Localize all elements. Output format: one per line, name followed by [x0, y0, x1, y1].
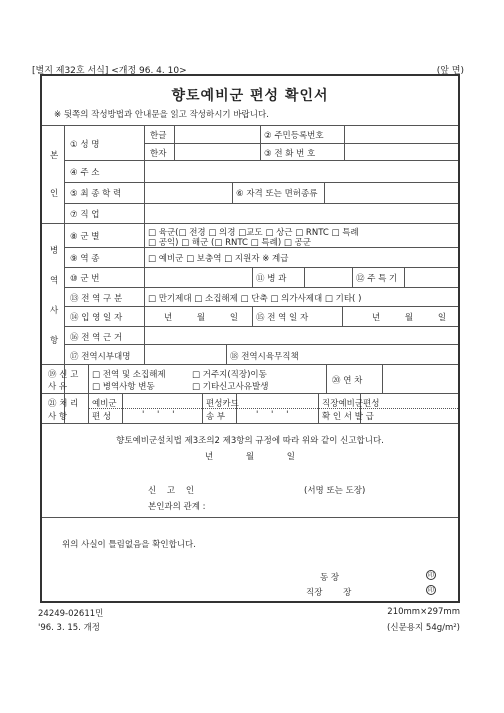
process-reservist-1: 예비군 [92, 399, 117, 409]
job-label: ⑦ 직 업 [70, 210, 100, 220]
address-label: ④ 주 소 [70, 168, 100, 178]
military-side-char-2: 역 [50, 276, 59, 286]
confirm-text: 위의 사실이 틀림없음을 확인합니다. [62, 540, 196, 550]
military-side-char-4: 항 [50, 336, 59, 346]
branch-options-2[interactable]: □ 공익) □ 해군 (□ RNTC □ 특례) □ 공군 [148, 238, 312, 248]
discharge-date[interactable]: 년 월 일 [372, 313, 447, 323]
declaration-date[interactable]: 년 월 일 [204, 452, 296, 462]
process-date-1: ' ' ' [142, 410, 175, 420]
discharge-type-label: ⑬ 전 역 구 분 [70, 294, 123, 304]
branch-label: ⑧ 군 별 [70, 232, 100, 242]
report-option-discharge[interactable]: □ 전역 및 소집해제 [92, 370, 166, 380]
education-label: ⑤ 최 종 학 력 [70, 189, 122, 199]
form-number: [별지 제32호 서식] <개정 96. 4. 10> [32, 66, 187, 76]
hanja-label: 한자 [150, 149, 167, 159]
revision-date: '96. 3. 15. 개정 [38, 623, 101, 633]
year-label: ⑳ 연 차 [332, 376, 363, 386]
rrn-label: ② 주민등록번호 [264, 131, 324, 141]
process-reservist-2: 편 성 [92, 412, 112, 422]
arm-label: ⑪ 병 과 [256, 274, 287, 284]
phone-label: ③ 전 화 번 호 [264, 149, 316, 159]
discharge-date-label: ⑮ 전 역 일 자 [256, 313, 309, 323]
paper-size: 210mm×297mm [387, 607, 460, 617]
discharge-reason-label: ⑯ 전 역 근 거 [70, 333, 123, 343]
military-side-char-1: 병 [50, 246, 59, 256]
report-label-1: ⑲ 신 고 [48, 370, 79, 380]
form-title: 향토예비군 편성 확인서 [171, 88, 329, 104]
chief-workplace-label: 직장 장 [306, 588, 352, 598]
instruction-note: ※ 뒷쪽의 작성방법과 안내문을 읽고 작성하시기 바랍니다. [54, 110, 269, 120]
stamp-icon: 印 [427, 572, 434, 579]
enlist-date-label: ⑭ 입 영 일 자 [70, 313, 123, 323]
stamp-icon: 印 [427, 587, 434, 594]
declaration-text: 향토예비군설치법 제3조의2 제3항의 규정에 따라 위와 같이 신고합니다. [116, 436, 384, 446]
form-code: 24249-02611민 [38, 609, 104, 619]
page-side: (앞 면) [436, 66, 464, 76]
process-workplace-1: 직장예비군편성 [322, 399, 380, 409]
report-option-change[interactable]: □ 병역사항 변동 [92, 382, 155, 392]
military-side-char-3: 사 [50, 306, 59, 316]
discharge-type-options[interactable]: □ 만기제대 □ 소집해제 □ 단축 □ 의가사제대 □ 기타( ) [148, 294, 362, 304]
process-label-1: ㉑ 처 리 [48, 399, 79, 409]
specialty-label: ⑫ 주 특 기 [356, 274, 398, 284]
class-options[interactable]: □ 예비군 □ 보충역 □ 지원자 ※ 계급 [148, 254, 289, 264]
process-label-2: 사 항 [48, 412, 68, 422]
process-workplace-2: 확 인 서 발 급 [322, 412, 374, 422]
duty-label: ⑱ 전역시육무직책 [230, 352, 299, 362]
confirmation-form [40, 74, 460, 603]
relation-label: 본인과의 관계 : [148, 502, 206, 512]
branch-options-1[interactable]: □ 육군(□ 전경 □ 의경 □교도 □ 상근 □ RNTC □ 특례 [148, 228, 359, 238]
enlist-date[interactable]: 년 월 일 [164, 313, 239, 323]
service-no-label: ⑩ 군 번 [70, 274, 100, 284]
report-label-2: 사 유 [48, 382, 68, 392]
declarant-label: 신 고 인 [148, 486, 195, 496]
self-side-char-1: 본 [50, 151, 59, 161]
report-option-other[interactable]: □ 기타신고사유발생 [192, 382, 269, 392]
paper-type: (신문용지 54g/m²) [387, 623, 460, 633]
self-side-char-2: 인 [50, 189, 59, 199]
sign-label: (서명 또는 도장) [304, 486, 366, 496]
report-option-move[interactable]: □ 거주지(직장)이동 [192, 370, 267, 380]
process-card-1: 편성카드 [206, 399, 239, 409]
process-card-2: 송 부 [206, 412, 226, 422]
unit-label: ⑰ 전역시부대명 [70, 352, 131, 362]
chief-dong-label: 동 장 [320, 573, 340, 583]
license-label: ⑥ 자격 또는 면허종류 [236, 189, 318, 199]
process-date-2: ' ' ' [256, 410, 289, 420]
class-label: ⑨ 역 종 [70, 254, 100, 264]
hangul-label: 한글 [150, 131, 167, 141]
name-label: ① 성 명 [70, 140, 100, 150]
